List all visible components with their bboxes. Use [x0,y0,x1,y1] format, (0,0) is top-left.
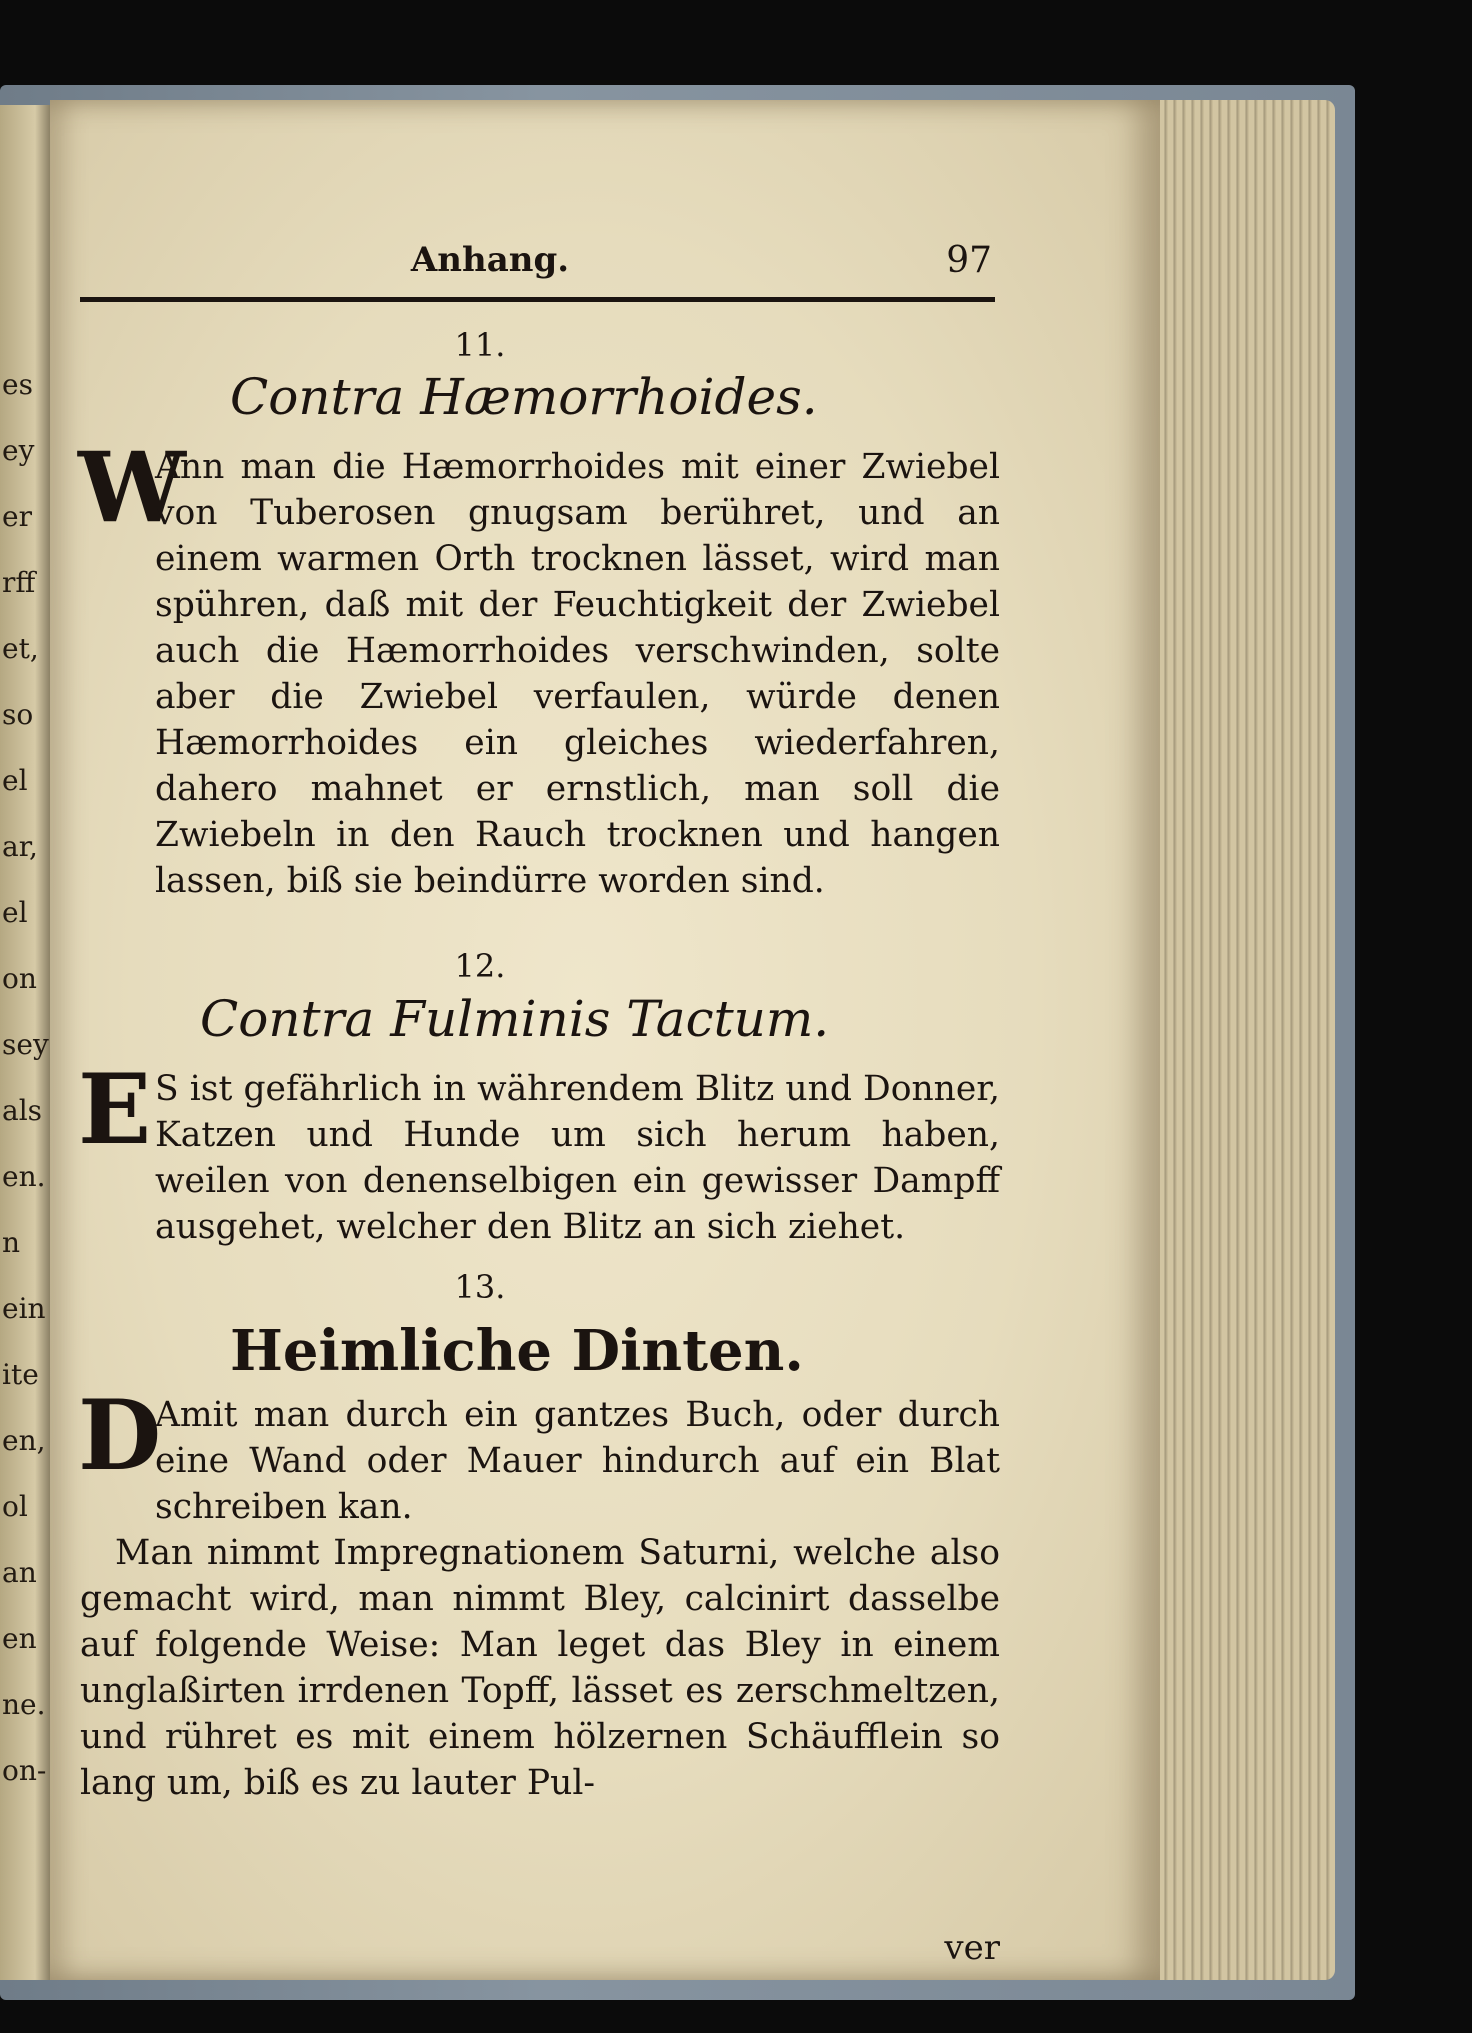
paragraph [155,444,1000,904]
facing-page-fragment: on [2,962,37,995]
page-number: 97 [946,240,992,281]
facing-page-fragment: es [2,370,33,401]
facing-page-fragment: on- [2,1754,47,1787]
initial-letter: W [78,431,186,544]
header-rule [80,297,995,302]
facing-page-fragment: ne. [2,1688,46,1721]
initial-letter: D [78,1379,162,1492]
page-edges [1150,100,1335,1980]
section-number: 11. [454,326,506,364]
facing-page-fragment: ol [2,1490,28,1523]
section-title: Contra Hæmorrhoides. [230,368,818,426]
paragraph-text: Amit man durch ein gantzes Buch, oder durch eine Wand oder Mauer hindurch auf ein Blat schreiben kan. [155,1395,1000,1527]
paragraph-text: Ann man die Hæmorrhoides mit einer Zwiebel von Tuberosen gnugsam berühret, und an einem warmen Orth trocknen lässet, wird man spühren, daß mit der Feuchtigkeit der Zwiebel auch die Hæmorrhoides verschwinden, solte aber die Zwiebel verfaulen, würde denen Hæmorrhoides ein gleiches wiederfahren, dahero mahnet er ernstlich, man soll die Zwiebeln in den Rauch trocknen und hangen lassen, biß sie beindürre worden sind. [155,447,1000,901]
initial-letter: E [78,1053,152,1166]
running-head: Anhang. [410,240,570,280]
section-number: 12. [454,947,506,985]
facing-page-fragment: n [2,1226,21,1259]
paragraph-text: Man nimmt Impregnationem Saturni, welche also gemacht wird, man nimmt Bley, calcinirt dasselbe auf folgende Weise: Man leget das Bley in einem unglaßirten irrdenen Topff, lässet es zerschmeltzen, und rühret es mit einem hölzernen Schäufflein so lang um, biß es zu lauter Pul- [80,1533,1000,1803]
facing-page-fragment: rff [2,566,36,599]
facing-page-text [2,370,50,1870]
section-number: 13. [454,1268,506,1306]
facing-page-fragment: el [2,896,28,929]
facing-page-fragment: ein [2,1292,46,1325]
facing-page-fragment: so [2,698,34,731]
facing-page-fragment: ar, [2,830,38,863]
facing-page-fragment: en. [2,1160,46,1193]
facing-page-fragment: an [2,1556,37,1589]
facing-page-fragment: et, [2,632,39,665]
paragraph-text: S ist gefährlich in währendem Blitz und Donner, Katzen und Hunde um sich herum haben, weilen von denenselbigen ein gewisser Dampff ausgehet, welcher den Blitz an sich ziehet. [155,1069,1000,1247]
facing-page-fragment: en [2,1622,37,1655]
paragraph [155,1392,1000,1530]
facing-page-fragment: el [2,764,28,797]
facing-page-fragment: en, [2,1424,46,1457]
facing-page-fragment: ey [2,434,35,467]
facing-page-fragment: sey [2,1028,49,1061]
facing-page-fragment: er [2,500,32,533]
facing-page-fragment: als [2,1094,43,1127]
paragraph [80,1530,1000,1806]
facing-page-fragment: ite [2,1358,39,1391]
section-title: Heimliche Dinten. [230,1318,804,1384]
catchword: ver [944,1928,1000,1968]
paragraph [155,1066,1000,1250]
section-title: Contra Fulminis Tactum. [200,990,830,1048]
